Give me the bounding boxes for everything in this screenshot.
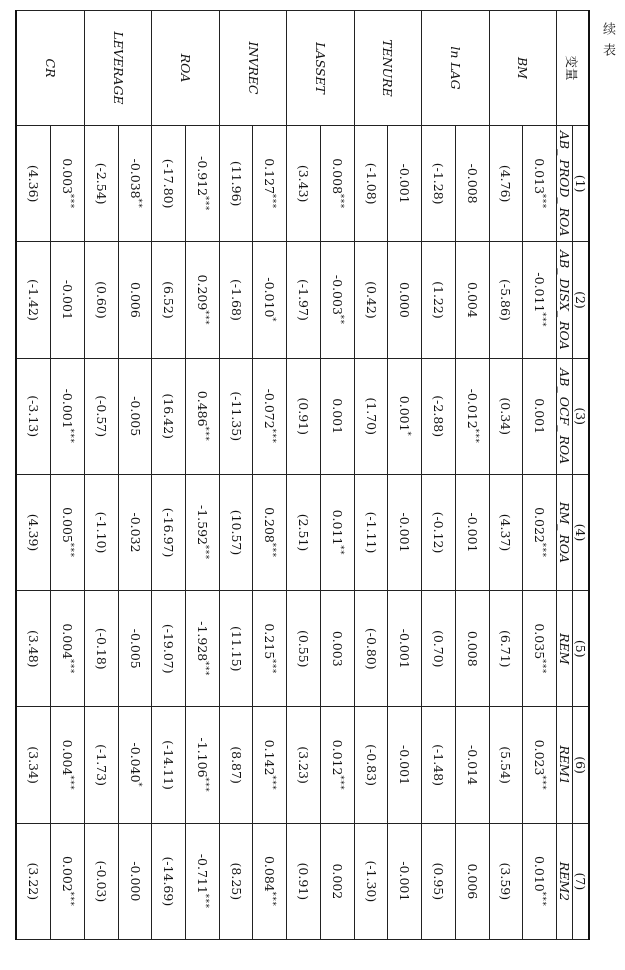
coefficient-value: 0.209 — [194, 274, 210, 311]
coefficient-cell — [51, 126, 85, 242]
coefficient-cell — [388, 242, 422, 358]
coefficient-cell — [118, 474, 152, 590]
t-statistic-cell: (2.51) — [287, 474, 321, 590]
row-variable-name: TENURE — [354, 11, 421, 126]
significance-stars: *** — [201, 893, 211, 909]
coefficient-value: -0.014 — [464, 745, 480, 786]
coefficient-cell — [253, 474, 287, 590]
coefficient-value: 0.001 — [329, 398, 345, 435]
t-statistic-cell: (-5.86) — [489, 242, 523, 358]
coefficient-cell — [388, 707, 422, 823]
col-name: REM1 — [557, 707, 573, 823]
coefficient-cell — [186, 358, 220, 474]
coefficient-cell — [118, 358, 152, 474]
t-statistic-cell: (-1.68) — [219, 242, 253, 358]
t-statistic-cell: (6.71) — [489, 591, 523, 707]
coefficient-value: 0.001 — [397, 395, 413, 432]
col-name: REM — [557, 591, 573, 707]
coefficient-value: -0.001 — [397, 628, 413, 669]
page-label: 续表 — [600, 22, 615, 64]
coefficient-value: -1.592 — [194, 504, 210, 545]
coefficient-value: -0.005 — [127, 628, 143, 669]
t-statistic-cell: (8.87) — [219, 707, 253, 823]
t-statistic-cell: (-16.97) — [152, 474, 186, 590]
coefficient-value: -0.040 — [127, 742, 143, 783]
t-statistic-cell: (-1.42) — [16, 242, 51, 358]
t-statistic-cell: (0.34) — [489, 358, 523, 474]
t-statistic-cell: (-1.10) — [85, 474, 119, 590]
coefficient-value: 0.023 — [531, 739, 547, 776]
significance-stars: * — [268, 317, 278, 323]
coefficient-value: -0.001 — [397, 163, 413, 204]
coefficient-cell — [186, 707, 220, 823]
coefficient-value: -0.038 — [127, 158, 143, 199]
coefficient-cell — [253, 591, 287, 707]
t-statistic-cell: (3.34) — [16, 707, 51, 823]
coefficient-cell — [455, 707, 489, 823]
coefficient-value: -0.072 — [262, 388, 278, 429]
col-name: REM2 — [557, 823, 573, 939]
coefficient-cell — [320, 474, 354, 590]
significance-stars: ** — [335, 314, 345, 325]
coefficient-value: -0.032 — [127, 512, 143, 553]
t-statistic-cell: (-19.07) — [152, 591, 186, 707]
t-statistic-cell: (3.43) — [287, 126, 321, 242]
t-statistic-cell: (8.25) — [219, 823, 253, 939]
coefficient-cell — [51, 707, 85, 823]
coefficient-cell — [455, 242, 489, 358]
coefficient-cell — [51, 823, 85, 939]
coefficient-value: 0.003 — [60, 158, 76, 195]
table-body — [16, 11, 557, 940]
coefficient-cell — [186, 126, 220, 242]
coefficient-value: -0.003 — [329, 274, 345, 315]
coefficient-cell — [320, 242, 354, 358]
coefficient-value: -0.912 — [194, 156, 210, 197]
coefficient-cell — [320, 707, 354, 823]
significance-stars: * — [403, 431, 413, 437]
col-number: (5) — [573, 591, 590, 707]
t-statistic-cell: (4.76) — [489, 126, 523, 242]
significance-stars: *** — [268, 891, 278, 907]
row-variable-name: ln LAG — [422, 11, 489, 126]
coefficient-value: -0.001 — [464, 512, 480, 553]
table-row — [186, 11, 220, 940]
t-statistic-cell: (-1.48) — [422, 707, 456, 823]
col-number: (3) — [573, 358, 590, 474]
coefficient-value: 0.208 — [262, 507, 278, 543]
significance-stars: ** — [335, 545, 345, 556]
table-row — [219, 11, 253, 940]
table-row — [388, 11, 422, 940]
t-statistic-cell: (3.59) — [489, 823, 523, 939]
significance-stars: *** — [538, 542, 548, 558]
coefficient-cell — [455, 823, 489, 939]
coefficient-cell — [186, 823, 220, 939]
t-statistic-cell: (-0.18) — [85, 591, 119, 707]
significance-stars: *** — [201, 426, 211, 442]
coefficient-cell — [388, 126, 422, 242]
coefficient-cell — [320, 823, 354, 939]
significance-stars: *** — [66, 542, 76, 558]
coefficient-cell — [118, 242, 152, 358]
coefficient-value: -1.928 — [194, 621, 210, 662]
coefficient-value: 0.215 — [262, 623, 278, 660]
coefficient-cell — [253, 707, 287, 823]
col-name: RM_ ROA — [557, 474, 573, 590]
coefficient-cell — [523, 242, 557, 358]
coefficient-cell — [51, 591, 85, 707]
significance-stars: *** — [538, 891, 548, 907]
header-row-numbers — [573, 11, 590, 940]
coefficient-cell — [51, 358, 85, 474]
significance-stars: *** — [268, 659, 278, 675]
coefficient-value: -0.001 — [397, 745, 413, 786]
t-statistic-cell: (-1.73) — [85, 707, 119, 823]
significance-stars: *** — [538, 659, 548, 675]
t-statistic-cell: (4.36) — [16, 126, 51, 242]
t-statistic-cell: (6.52) — [152, 242, 186, 358]
coefficient-cell — [186, 474, 220, 590]
coefficient-value: 0.011 — [329, 509, 345, 546]
significance-stars: *** — [66, 194, 76, 210]
t-statistic-cell: (4.37) — [489, 474, 523, 590]
t-statistic-cell: (0.42) — [354, 242, 388, 358]
table-row — [152, 11, 186, 940]
t-statistic-cell: (1.22) — [422, 242, 456, 358]
col-name: AB_ DISX_ ROA — [557, 242, 573, 358]
coefficient-value: 0.004 — [60, 623, 76, 660]
coefficient-cell — [118, 823, 152, 939]
coefficient-cell — [523, 707, 557, 823]
coefficient-value: -0.001 — [60, 279, 76, 320]
significance-stars: *** — [538, 775, 548, 791]
significance-stars: *** — [268, 542, 278, 558]
significance-stars: *** — [201, 777, 211, 793]
coefficient-value: -0.011 — [531, 272, 547, 313]
col-number: (1) — [573, 126, 590, 242]
t-statistic-cell: (-14.69) — [152, 823, 186, 939]
t-statistic-cell: (-1.28) — [422, 126, 456, 242]
coefficient-value: 0.008 — [329, 158, 345, 195]
t-statistic-cell: (-0.83) — [354, 707, 388, 823]
t-statistic-cell: (-0.57) — [85, 358, 119, 474]
coefficient-value: 0.127 — [262, 158, 278, 195]
t-statistic-cell: (-1.11) — [354, 474, 388, 590]
coefficient-cell — [455, 591, 489, 707]
row-variable-name: CR — [16, 11, 85, 126]
t-statistic-cell: (-0.03) — [85, 823, 119, 939]
t-statistic-cell: (-0.80) — [354, 591, 388, 707]
header-row-names — [557, 11, 573, 940]
t-statistic-cell: (-2.54) — [85, 126, 119, 242]
significance-stars: *** — [538, 312, 548, 328]
significance-stars: *** — [335, 194, 345, 210]
coefficient-value: 0.006 — [127, 282, 143, 318]
coefficient-cell — [388, 823, 422, 939]
table-row — [51, 11, 85, 940]
col-name: AB_ PROD_ ROA — [557, 126, 573, 242]
coefficient-cell — [455, 126, 489, 242]
coefficient-cell — [523, 126, 557, 242]
coefficient-cell — [186, 591, 220, 707]
t-statistic-cell: (0.60) — [85, 242, 119, 358]
coefficient-value: 0.002 — [60, 855, 76, 892]
table-row — [320, 11, 354, 940]
coefficient-value: 0.010 — [531, 855, 547, 892]
col-number: (4) — [573, 474, 590, 590]
significance-stars: *** — [66, 775, 76, 791]
coefficient-value: 0.008 — [464, 630, 480, 667]
coefficient-value: 0.486 — [194, 390, 210, 427]
coefficient-cell — [118, 707, 152, 823]
coefficient-value: 0.022 — [531, 507, 547, 543]
t-statistic-cell: (-11.35) — [219, 358, 253, 474]
coefficient-cell — [253, 823, 287, 939]
t-statistic-cell: (0.91) — [287, 358, 321, 474]
coefficient-value: -0.711 — [194, 853, 210, 894]
t-statistic-cell: (3.22) — [16, 823, 51, 939]
coefficient-value: 0.002 — [329, 863, 345, 900]
coefficient-cell — [388, 591, 422, 707]
table-row — [253, 11, 287, 940]
coefficient-cell — [51, 474, 85, 590]
significance-stars: *** — [66, 428, 76, 444]
table-row — [455, 11, 489, 940]
coefficient-cell — [51, 242, 85, 358]
significance-stars: *** — [268, 194, 278, 210]
coefficient-value: -1.106 — [194, 737, 210, 778]
coefficient-value: 0.001 — [531, 398, 547, 435]
t-statistic-cell: (1.70) — [354, 358, 388, 474]
row-variable-name: LEVERAGE — [85, 11, 152, 126]
significance-stars: *** — [335, 775, 345, 791]
significance-stars: *** — [66, 659, 76, 675]
coefficient-cell — [523, 591, 557, 707]
t-statistic-cell: (-1.30) — [354, 823, 388, 939]
coefficient-value: 0.084 — [262, 855, 278, 892]
table-row — [16, 11, 51, 940]
coefficient-cell — [523, 474, 557, 590]
coefficient-value: 0.006 — [464, 863, 480, 900]
coefficient-value: -0.001 — [397, 861, 413, 902]
coefficient-value: 0.035 — [531, 623, 547, 660]
coefficient-cell — [455, 474, 489, 590]
coefficient-value: -0.005 — [127, 396, 143, 437]
significance-stars: *** — [66, 891, 76, 907]
row-variable-name: LASSET — [287, 11, 354, 126]
t-statistic-cell: (-14.11) — [152, 707, 186, 823]
coefficient-cell — [253, 358, 287, 474]
coefficient-cell — [186, 242, 220, 358]
significance-stars: *** — [470, 428, 480, 444]
t-statistic-cell: (0.95) — [422, 823, 456, 939]
t-statistic-cell: (-17.80) — [152, 126, 186, 242]
coefficient-value: 0.142 — [262, 739, 278, 776]
t-statistic-cell: (11.15) — [219, 591, 253, 707]
significance-stars: *** — [201, 310, 211, 326]
coefficient-value: 0.013 — [531, 158, 547, 195]
table-row — [489, 11, 523, 940]
coefficient-cell — [253, 242, 287, 358]
t-statistic-cell: (16.42) — [152, 358, 186, 474]
t-statistic-cell: (0.70) — [422, 591, 456, 707]
coefficient-value: -0.001 — [60, 388, 76, 429]
significance-stars: ** — [133, 198, 143, 209]
coefficient-value: -0.008 — [464, 163, 480, 204]
t-statistic-cell: (4.39) — [16, 474, 51, 590]
t-statistic-cell: (5.54) — [489, 707, 523, 823]
col-number: (7) — [573, 823, 590, 939]
significance-stars: *** — [538, 194, 548, 210]
t-statistic-cell: (10.57) — [219, 474, 253, 590]
coefficient-cell — [118, 126, 152, 242]
coefficient-value: 0.000 — [397, 282, 413, 318]
coefficient-value: -0.000 — [127, 861, 143, 902]
coefficient-cell — [388, 474, 422, 590]
t-statistic-cell: (0.55) — [287, 591, 321, 707]
coefficient-cell — [523, 358, 557, 474]
row-variable-name: BM — [489, 11, 556, 126]
t-statistic-cell: (-2.88) — [422, 358, 456, 474]
t-statistic-cell: (-1.97) — [287, 242, 321, 358]
coefficient-cell — [118, 591, 152, 707]
col-name: AB_ OCF_ ROA — [557, 358, 573, 474]
coefficient-cell — [455, 358, 489, 474]
coefficient-cell — [320, 126, 354, 242]
coefficient-value: 0.012 — [329, 739, 345, 776]
col-number: (6) — [573, 707, 590, 823]
table-row — [523, 11, 557, 940]
coefficient-value: 0.004 — [464, 282, 480, 318]
significance-stars: *** — [201, 544, 211, 560]
coefficient-cell — [320, 591, 354, 707]
row-variable-name: ROA — [152, 11, 219, 126]
significance-stars: *** — [268, 775, 278, 791]
table-row — [287, 11, 321, 940]
coefficient-value: 0.004 — [60, 739, 76, 776]
t-statistic-cell: (-0.12) — [422, 474, 456, 590]
header-variable: 变量 — [557, 11, 590, 126]
significance-stars: * — [133, 782, 143, 788]
significance-stars: *** — [201, 196, 211, 212]
coefficient-cell — [388, 358, 422, 474]
coefficient-value: 0.003 — [329, 630, 345, 667]
regression-table-wrapper — [15, 10, 590, 940]
regression-table — [15, 10, 590, 940]
significance-stars: *** — [268, 428, 278, 444]
t-statistic-cell: (0.91) — [287, 823, 321, 939]
t-statistic-cell: (-3.13) — [16, 358, 51, 474]
coefficient-cell — [320, 358, 354, 474]
t-statistic-cell: (3.48) — [16, 591, 51, 707]
coefficient-value: -0.010 — [262, 277, 278, 318]
coefficient-cell — [253, 126, 287, 242]
t-statistic-cell: (11.96) — [219, 126, 253, 242]
coefficient-value: 0.005 — [60, 507, 76, 543]
coefficient-value: -0.001 — [397, 512, 413, 553]
table-row — [354, 11, 388, 940]
table-row — [422, 11, 456, 940]
row-variable-name: INVREC — [219, 11, 286, 126]
col-number: (2) — [573, 242, 590, 358]
table-row — [85, 11, 119, 940]
coefficient-value: -0.012 — [464, 388, 480, 429]
coefficient-cell — [523, 823, 557, 939]
t-statistic-cell: (3.23) — [287, 707, 321, 823]
table-row — [118, 11, 152, 940]
significance-stars: *** — [201, 661, 211, 677]
t-statistic-cell: (-1.08) — [354, 126, 388, 242]
